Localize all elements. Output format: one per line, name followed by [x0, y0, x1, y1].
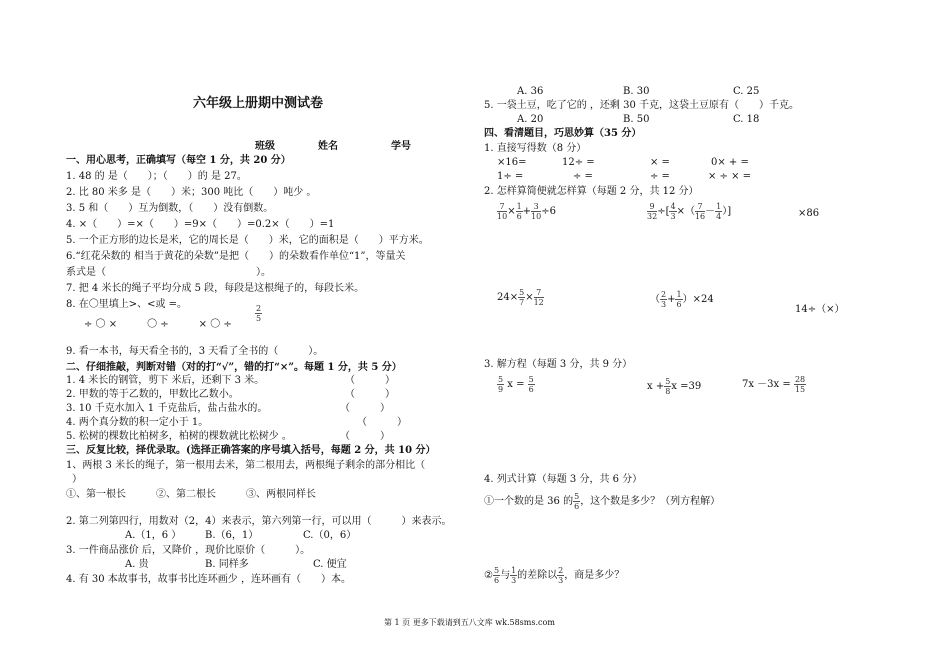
s2-item-4-mark: （ ）: [357, 417, 407, 428]
s3-q1-line1: 1、两根 3 米长的绳子，第一根用去米，第二根用去，两根绳子剩余的部分相比（: [66, 460, 426, 471]
s3-q1-line2: ）: [72, 474, 82, 485]
s4-p4-q2: ② $\frac{5}{6}$ 与 $\frac{1}{3}$ 的差除以 $\frac{2}{3}$ ，商是多少？: [484, 566, 625, 585]
page-title: 六年级上册期中测试卷: [193, 96, 324, 111]
q8-fraction: $\frac{2}{5}$: [256, 304, 262, 323]
s2-item-2: 2. 甲数的等于乙数的，甲数比乙数小。: [66, 389, 239, 400]
s3-q5-opt-b: B. 50: [623, 114, 650, 125]
s3-q5-opt-c: C. 18: [733, 114, 760, 125]
s3-q2-opt-c: C.（0，6）: [303, 530, 357, 541]
s4-p1-r2-c2: ÷ =: [573, 171, 593, 182]
s4-p2-expr6: 14÷（×）: [795, 304, 845, 315]
s4-p4: 4. 列式计算（每题 3 分，共 6 分）: [484, 474, 643, 485]
s4-p2-expr5: （ $\frac{2}{3}$ + $\frac{1}{6}$ ）×24: [650, 290, 714, 309]
s3-q4-opt-c: C. 25: [733, 86, 760, 97]
s3-q5-opt-a: A. 20: [517, 114, 544, 125]
page-footer: 第 1 页 更多下载请到五八文库 wk.58sms.com: [384, 618, 555, 627]
s4-p1-r1-c1: ×16=: [497, 157, 527, 168]
class-label: 班级: [255, 141, 275, 152]
s3-q3-opt-b: B. 同样多: [205, 559, 249, 570]
id-label: 学号: [391, 141, 411, 152]
s3-q3-opt-c: C. 便宜: [313, 559, 347, 570]
s1-q4: 4. ×（ ）=×（ ）=9×（ ）=0.2×（ ）=1: [66, 219, 335, 230]
s1-q8-items: ÷ 〇 × 〇 ÷ × 〇 ÷: [84, 319, 232, 330]
s4-p3: 3. 解方程（每题 3 分，共 9 分）: [484, 359, 633, 370]
s2-item-1-mark: （ ）: [345, 375, 395, 386]
s4-p4-q1: ①一个数的是 36 的 $\frac{5}{6}$ ，这个数是多少？（列方程解）: [484, 492, 721, 511]
s4-p2-expr2: $\frac{9}{32}$ ÷[ $\frac{4}{3}$ ×（ $\frac{7}{16}$ － $\frac{1}{4}$ ）]: [647, 202, 732, 221]
s4-p1: 1. 直接写得数（8 分）: [484, 143, 587, 154]
s1-q5: 5. 一个正方形的边长是米，它的周长是（ ）米，它的面积是（ ）平方米。: [66, 235, 429, 246]
section4-heading: 四、看清题目，巧思妙算（35 分）: [484, 128, 642, 139]
s3-q4: 4. 有 30 本故事书，故事书比连环画少 ，连环画有（ ）本。: [66, 574, 351, 585]
s4-p1-r1-c3: × =: [650, 157, 670, 168]
s4-p2-expr3: ×86: [798, 208, 820, 219]
s2-item-2-mark: （ ）: [345, 389, 395, 400]
s4-p1-r2-c3: ÷ =: [650, 171, 670, 182]
s2-item-3: 3. 10 千克水加入 1 千克盐后，盐占盐水的。: [66, 403, 268, 414]
s4-p2: 2. 怎样算简便就怎样算（每题 2 分，共 12 分）: [484, 186, 699, 197]
s4-p3-eq2: x + $\frac{5}{8}$ x =39: [647, 377, 702, 396]
s1-q9: 9. 看一本书，每天看全书的，3 天看了全书的（ ）。: [66, 346, 324, 357]
s4-p2-expr4: 24× $\frac{5}{7}$ × $\frac{7}{12}$: [497, 288, 544, 307]
s4-p1-r1-c2: 12÷ =: [562, 157, 595, 168]
section3-heading: 三、反复比较，择优录取。(选择正确答案的序号填入括号，每题 2 分，共 10 分）: [66, 445, 436, 456]
s2-item-3-mark: （ ）: [340, 403, 390, 414]
s3-q3: 3. 一件商品涨价 后，又降价 ，现价比原价（ ）。: [66, 545, 311, 556]
s3-q4-opt-a: A. 36: [517, 86, 544, 97]
section1-heading: 一、用心思考，正确填写（每空 1 分，共 20 分）: [66, 155, 291, 166]
s3-q3-opt-a: A. 贵: [125, 559, 149, 570]
name-label: 姓名: [318, 141, 338, 152]
s4-p2-expr1: $\frac{7}{10}$ × $\frac{1}{6}$ + $\frac{3}{10}$ ÷6: [497, 202, 556, 221]
s4-p3-eq3: 7x －3x = $\frac{28}{15}$: [742, 375, 806, 394]
s4-p1-r2-c4: × ÷ × =: [708, 171, 752, 182]
section2-heading: 二、仔细推敲，判断对错（对的打“√”，错的打“×”。每题 1 分，共 5 分）: [66, 362, 402, 373]
s3-q5: 5. 一袋土豆，吃了它的 ，还剩 30 千克，这袋土豆原有（ ）千克。: [484, 100, 799, 111]
s1-q8: 8. 在〇里填上>、<或 =。: [66, 299, 188, 310]
s1-q2: 2. 比 80 米多 是（ ）米；300 吨比（ ）吨少 。: [66, 187, 317, 198]
s2-item-5-mark: （ ）: [340, 431, 390, 442]
s1-q1: 1. 48 的 是（ ）；（ ）的 是 27。: [66, 171, 247, 182]
s4-p1-r2-c1: 1÷ =: [497, 171, 524, 182]
s2-item-4: 4. 两个真分数的积一定小于 1。: [66, 417, 209, 428]
s4-p1-r1-c4: 0× + =: [711, 157, 749, 168]
s1-q3: 3. 5 和（ ）互为倒数，（ ）没有倒数。: [66, 203, 274, 214]
s2-item-5: 5. 松树的棵数比柏树多，柏树的棵数就比松树少 。: [66, 431, 292, 442]
s3-q2: 2. 第二列第四行，用数对（2，4）来表示，第六列第一行，可以用（ ）来表示。: [66, 516, 452, 527]
s3-q2-opt-b: B.（6，1）: [205, 530, 259, 541]
s3-q1-options: ①、第一根长 ②、第二根长 ③、两根同样长: [66, 489, 316, 500]
s3-q4-opt-b: B. 30: [623, 86, 650, 97]
s3-q2-opt-a: A.（1，6 ）: [125, 530, 182, 541]
s2-item-1: 1. 4 米长的钢管，剪下 米后，还剩下 3 米。: [66, 375, 265, 386]
s4-p3-eq1: $\frac{5}{9}$ x = $\frac{5}{6}$: [498, 375, 534, 394]
s1-q7: 7. 把 4 米长的绳子平均分成 5 段，每段是这根绳子的，每段长米。: [66, 283, 365, 294]
s1-q6-line1: 6.“红花朵数的 相当于黄花的朵数”是把（ ）的朵数看作单位“1”，等量关: [66, 251, 406, 262]
s1-q6-line2: 系式是（ ）。: [66, 267, 271, 278]
